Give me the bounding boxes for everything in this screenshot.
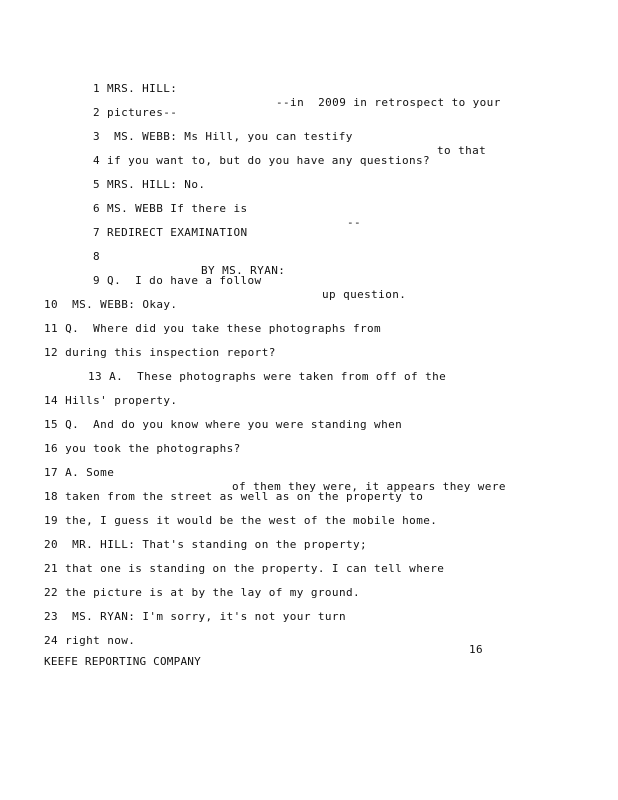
line-17-text-end: of them they were, it appears they were: [232, 480, 506, 493]
line-3-text-end: to that: [437, 144, 487, 157]
line-16-text: 16 you took the photographs?: [44, 442, 241, 455]
line-13-text: 13 A. These photographs were taken from off of the: [88, 370, 447, 383]
line-8-number: 8: [93, 250, 101, 263]
line-20-text: 20 MR. HILL: That's standing on the property;: [44, 538, 368, 551]
line-24-text: 24 right now.: [44, 634, 136, 647]
line-9-text: 9 Q. I do have a follow: [93, 274, 262, 287]
line-4-text: 4 if you want to, but do you have any questions?: [93, 154, 431, 167]
line-1-speaker: 1 MRS. HILL:: [93, 82, 178, 95]
line-8-examiner: BY MS. RYAN:: [201, 264, 286, 277]
line-22-text: 22 the picture is at by the lay of my ground.: [44, 586, 361, 599]
transcript-line-12: [44, 332, 276, 374]
line-23-text: 23 MS. RYAN: I'm sorry, it's not your turn: [44, 610, 346, 623]
line-19-text: 19 the, I guess it would be the west of the mobile home.: [44, 514, 438, 527]
line-11-text: 11 Q. Where did you take these photographs from: [44, 322, 382, 335]
line-9-text-end: up question.: [322, 288, 407, 301]
line-6-text: 6 MS. WEBB If there is: [93, 202, 248, 215]
line-15-text: 15 Q. And do you know where you were standing when: [44, 418, 403, 431]
line-5-text: 5 MRS. HILL: No.: [93, 178, 206, 191]
reporting-company-footer: KEEFE REPORTING COMPANY: [44, 655, 201, 668]
line-3-text: 3 MS. WEBB: Ms Hill, you can testify: [93, 130, 353, 143]
line-7-heading: 7 REDIRECT EXAMINATION: [93, 226, 248, 239]
line-14-text: 14 Hills' property.: [44, 394, 178, 407]
line-17-text: 17 A. Some: [44, 466, 115, 479]
line-21-text: 21 that one is standing on the property. I can tell where: [44, 562, 445, 575]
line-2-text: 2 pictures--: [93, 106, 178, 119]
line-18-text: 18 taken from the street as well as on the property to: [44, 490, 424, 503]
transcript-line-13: [88, 356, 447, 398]
line-10-text: 10 MS. WEBB: Okay.: [44, 298, 178, 311]
line-12-text: 12 during this inspection report?: [44, 346, 276, 359]
line-6-dash: --: [347, 216, 362, 229]
line-1-text: --in 2009 in retrospect to your: [276, 96, 501, 109]
page-number: 16: [469, 643, 484, 656]
